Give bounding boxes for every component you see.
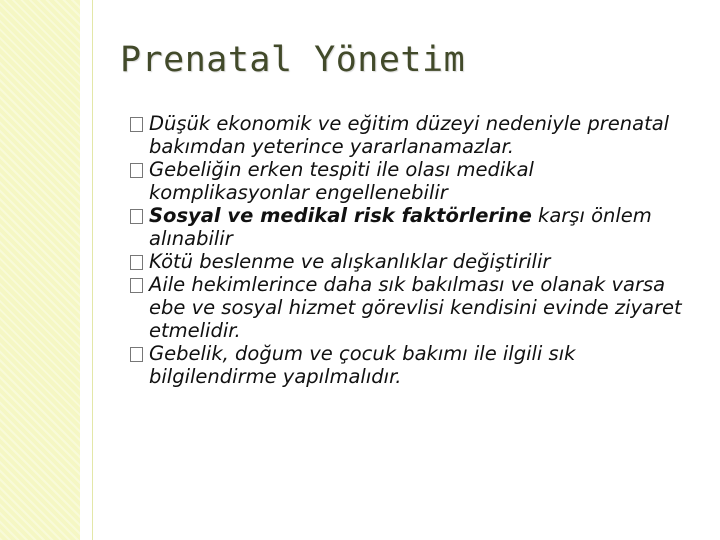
bullet-text: Kötü beslenme ve alışkanlıklar değiştirilir bbox=[149, 250, 551, 273]
bullet-text: Gebeliğin erken tespiti ile olası medikal komplikasyonlar engellenebilir bbox=[149, 158, 534, 204]
slide-title: Prenatal Yönetim bbox=[120, 40, 466, 80]
bullet-text: Aile hekimlerince daha sık bakılması ve olanak varsa ebe ve sosyal hizmet görevlisi kendisini evinde ziyaret etmelidir. bbox=[149, 273, 682, 342]
decorative-divider-line bbox=[92, 0, 93, 540]
bullet-box-icon bbox=[130, 209, 143, 224]
bullet-box-icon bbox=[130, 278, 143, 293]
bullet-item bbox=[128, 158, 693, 204]
bullet-text: Gebelik, doğum ve çocuk bakımı ile ilgili sık bilgilendirme yapılmalıdır. bbox=[149, 342, 576, 388]
bullet-box-icon bbox=[130, 163, 143, 178]
bullet-list bbox=[128, 112, 693, 388]
bullet-item bbox=[128, 204, 693, 250]
bullet-emphasis-text: Sosyal ve medikal risk faktörlerine bbox=[149, 204, 532, 227]
bullet-text: Düşük ekonomik ve eğitim düzeyi nedeniyle prenatal bakımdan yeterince yararlanamazlar. bbox=[149, 112, 670, 158]
bullet-box-icon bbox=[130, 347, 143, 362]
bullet-box-icon bbox=[130, 117, 143, 132]
bullet-item bbox=[128, 250, 693, 273]
bullet-item bbox=[128, 112, 693, 158]
bullet-item bbox=[128, 342, 693, 388]
bullet-box-icon bbox=[130, 255, 143, 270]
bullet-text: karşı önlem alınabilir bbox=[149, 204, 652, 250]
bullet-item bbox=[128, 273, 693, 342]
decorative-side-band bbox=[0, 0, 80, 540]
